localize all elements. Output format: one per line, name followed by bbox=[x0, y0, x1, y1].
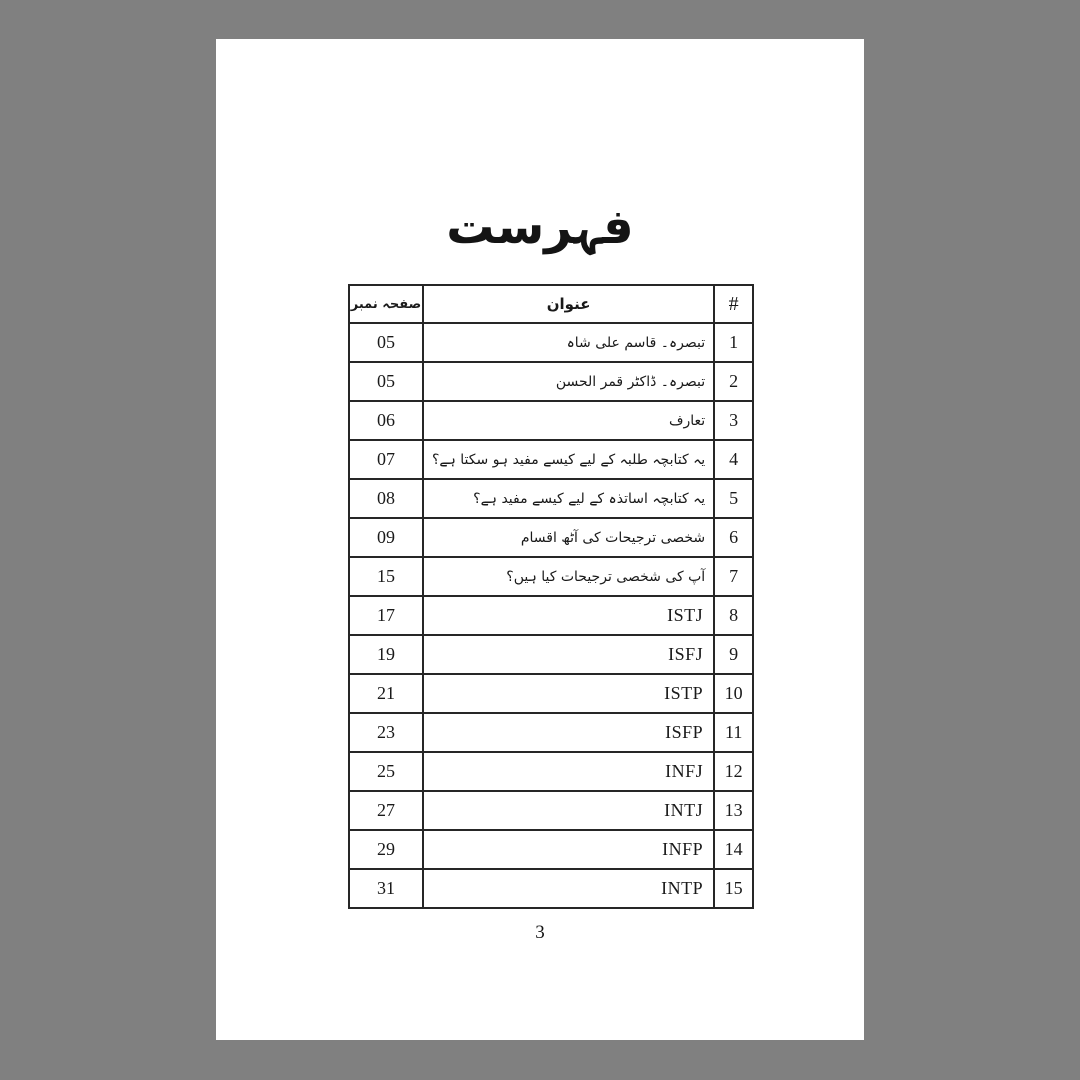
toc-cell-index: 2 bbox=[714, 362, 753, 401]
toc-cell-page: 29 bbox=[349, 830, 423, 869]
toc-cell-index: 15 bbox=[714, 869, 753, 908]
toc-cell-title: تبصرہ۔ ڈاکٹر قمر الحسن bbox=[423, 362, 714, 401]
toc-row bbox=[349, 518, 753, 557]
toc-cell-title: شخصی ترجیحات کی آٹھ اقسام bbox=[423, 518, 714, 557]
toc-table bbox=[348, 284, 754, 909]
toc-cell-page: 05 bbox=[349, 362, 423, 401]
toc-cell-index: 11 bbox=[714, 713, 753, 752]
toc-cell-index: 7 bbox=[714, 557, 753, 596]
toc-cell-index: 14 bbox=[714, 830, 753, 869]
toc-cell-title: یہ کتابچہ اساتذہ کے لیے کیسے مفید ہے؟ bbox=[423, 479, 714, 518]
toc-cell-index: 1 bbox=[714, 323, 753, 362]
toc-cell-page: 19 bbox=[349, 635, 423, 674]
toc-cell-page: 09 bbox=[349, 518, 423, 557]
toc-row bbox=[349, 401, 753, 440]
toc-cell-title: INFP bbox=[423, 830, 714, 869]
page-title: فہرست bbox=[446, 199, 634, 255]
toc-cell-page: 06 bbox=[349, 401, 423, 440]
toc-row bbox=[349, 713, 753, 752]
toc-cell-index: 9 bbox=[714, 635, 753, 674]
toc-cell-index: 10 bbox=[714, 674, 753, 713]
toc-row bbox=[349, 323, 753, 362]
toc-row bbox=[349, 635, 753, 674]
toc-header-page: صفحہ نمبر bbox=[349, 285, 423, 323]
toc-cell-title: تعارف bbox=[423, 401, 714, 440]
toc-cell-page: 21 bbox=[349, 674, 423, 713]
toc-cell-page: 25 bbox=[349, 752, 423, 791]
toc-cell-page: 08 bbox=[349, 479, 423, 518]
toc-cell-title: ISTJ bbox=[423, 596, 714, 635]
toc-header-index: # bbox=[714, 285, 753, 323]
toc-row bbox=[349, 440, 753, 479]
toc-cell-title: آپ کی شخصی ترجیحات کیا ہیں؟ bbox=[423, 557, 714, 596]
toc-cell-page: 27 bbox=[349, 791, 423, 830]
toc-cell-title: INTJ bbox=[423, 791, 714, 830]
toc-cell-title: تبصرہ۔ قاسم علی شاہ bbox=[423, 323, 714, 362]
toc-row bbox=[349, 830, 753, 869]
toc-cell-index: 12 bbox=[714, 752, 753, 791]
toc-row bbox=[349, 557, 753, 596]
toc-cell-page: 23 bbox=[349, 713, 423, 752]
toc-cell-page: 05 bbox=[349, 323, 423, 362]
toc-row bbox=[349, 752, 753, 791]
toc-row bbox=[349, 869, 753, 908]
toc-cell-page: 07 bbox=[349, 440, 423, 479]
toc-row bbox=[349, 791, 753, 830]
page-number-footer: 3 bbox=[535, 922, 545, 943]
toc-cell-index: 4 bbox=[714, 440, 753, 479]
toc-row bbox=[349, 362, 753, 401]
toc-cell-page: 31 bbox=[349, 869, 423, 908]
toc-row bbox=[349, 674, 753, 713]
toc-cell-index: 6 bbox=[714, 518, 753, 557]
book-page bbox=[216, 39, 864, 1040]
toc-cell-title: یہ کتابچہ طلبہ کے لیے کیسے مفید ہو سکتا ہے؟ bbox=[423, 440, 714, 479]
toc-cell-title: ISFJ bbox=[423, 635, 714, 674]
toc-header-title: عنوان bbox=[423, 285, 714, 323]
toc-cell-index: 3 bbox=[714, 401, 753, 440]
toc-cell-page: 17 bbox=[349, 596, 423, 635]
toc-cell-page: 15 bbox=[349, 557, 423, 596]
toc-row bbox=[349, 479, 753, 518]
toc-header-row bbox=[349, 285, 753, 323]
toc-row bbox=[349, 596, 753, 635]
toc-cell-title: INFJ bbox=[423, 752, 714, 791]
toc-cell-index: 13 bbox=[714, 791, 753, 830]
toc-cell-index: 5 bbox=[714, 479, 753, 518]
toc-cell-title: INTP bbox=[423, 869, 714, 908]
toc-cell-title: ISFP bbox=[423, 713, 714, 752]
toc-cell-index: 8 bbox=[714, 596, 753, 635]
toc-cell-title: ISTP bbox=[423, 674, 714, 713]
